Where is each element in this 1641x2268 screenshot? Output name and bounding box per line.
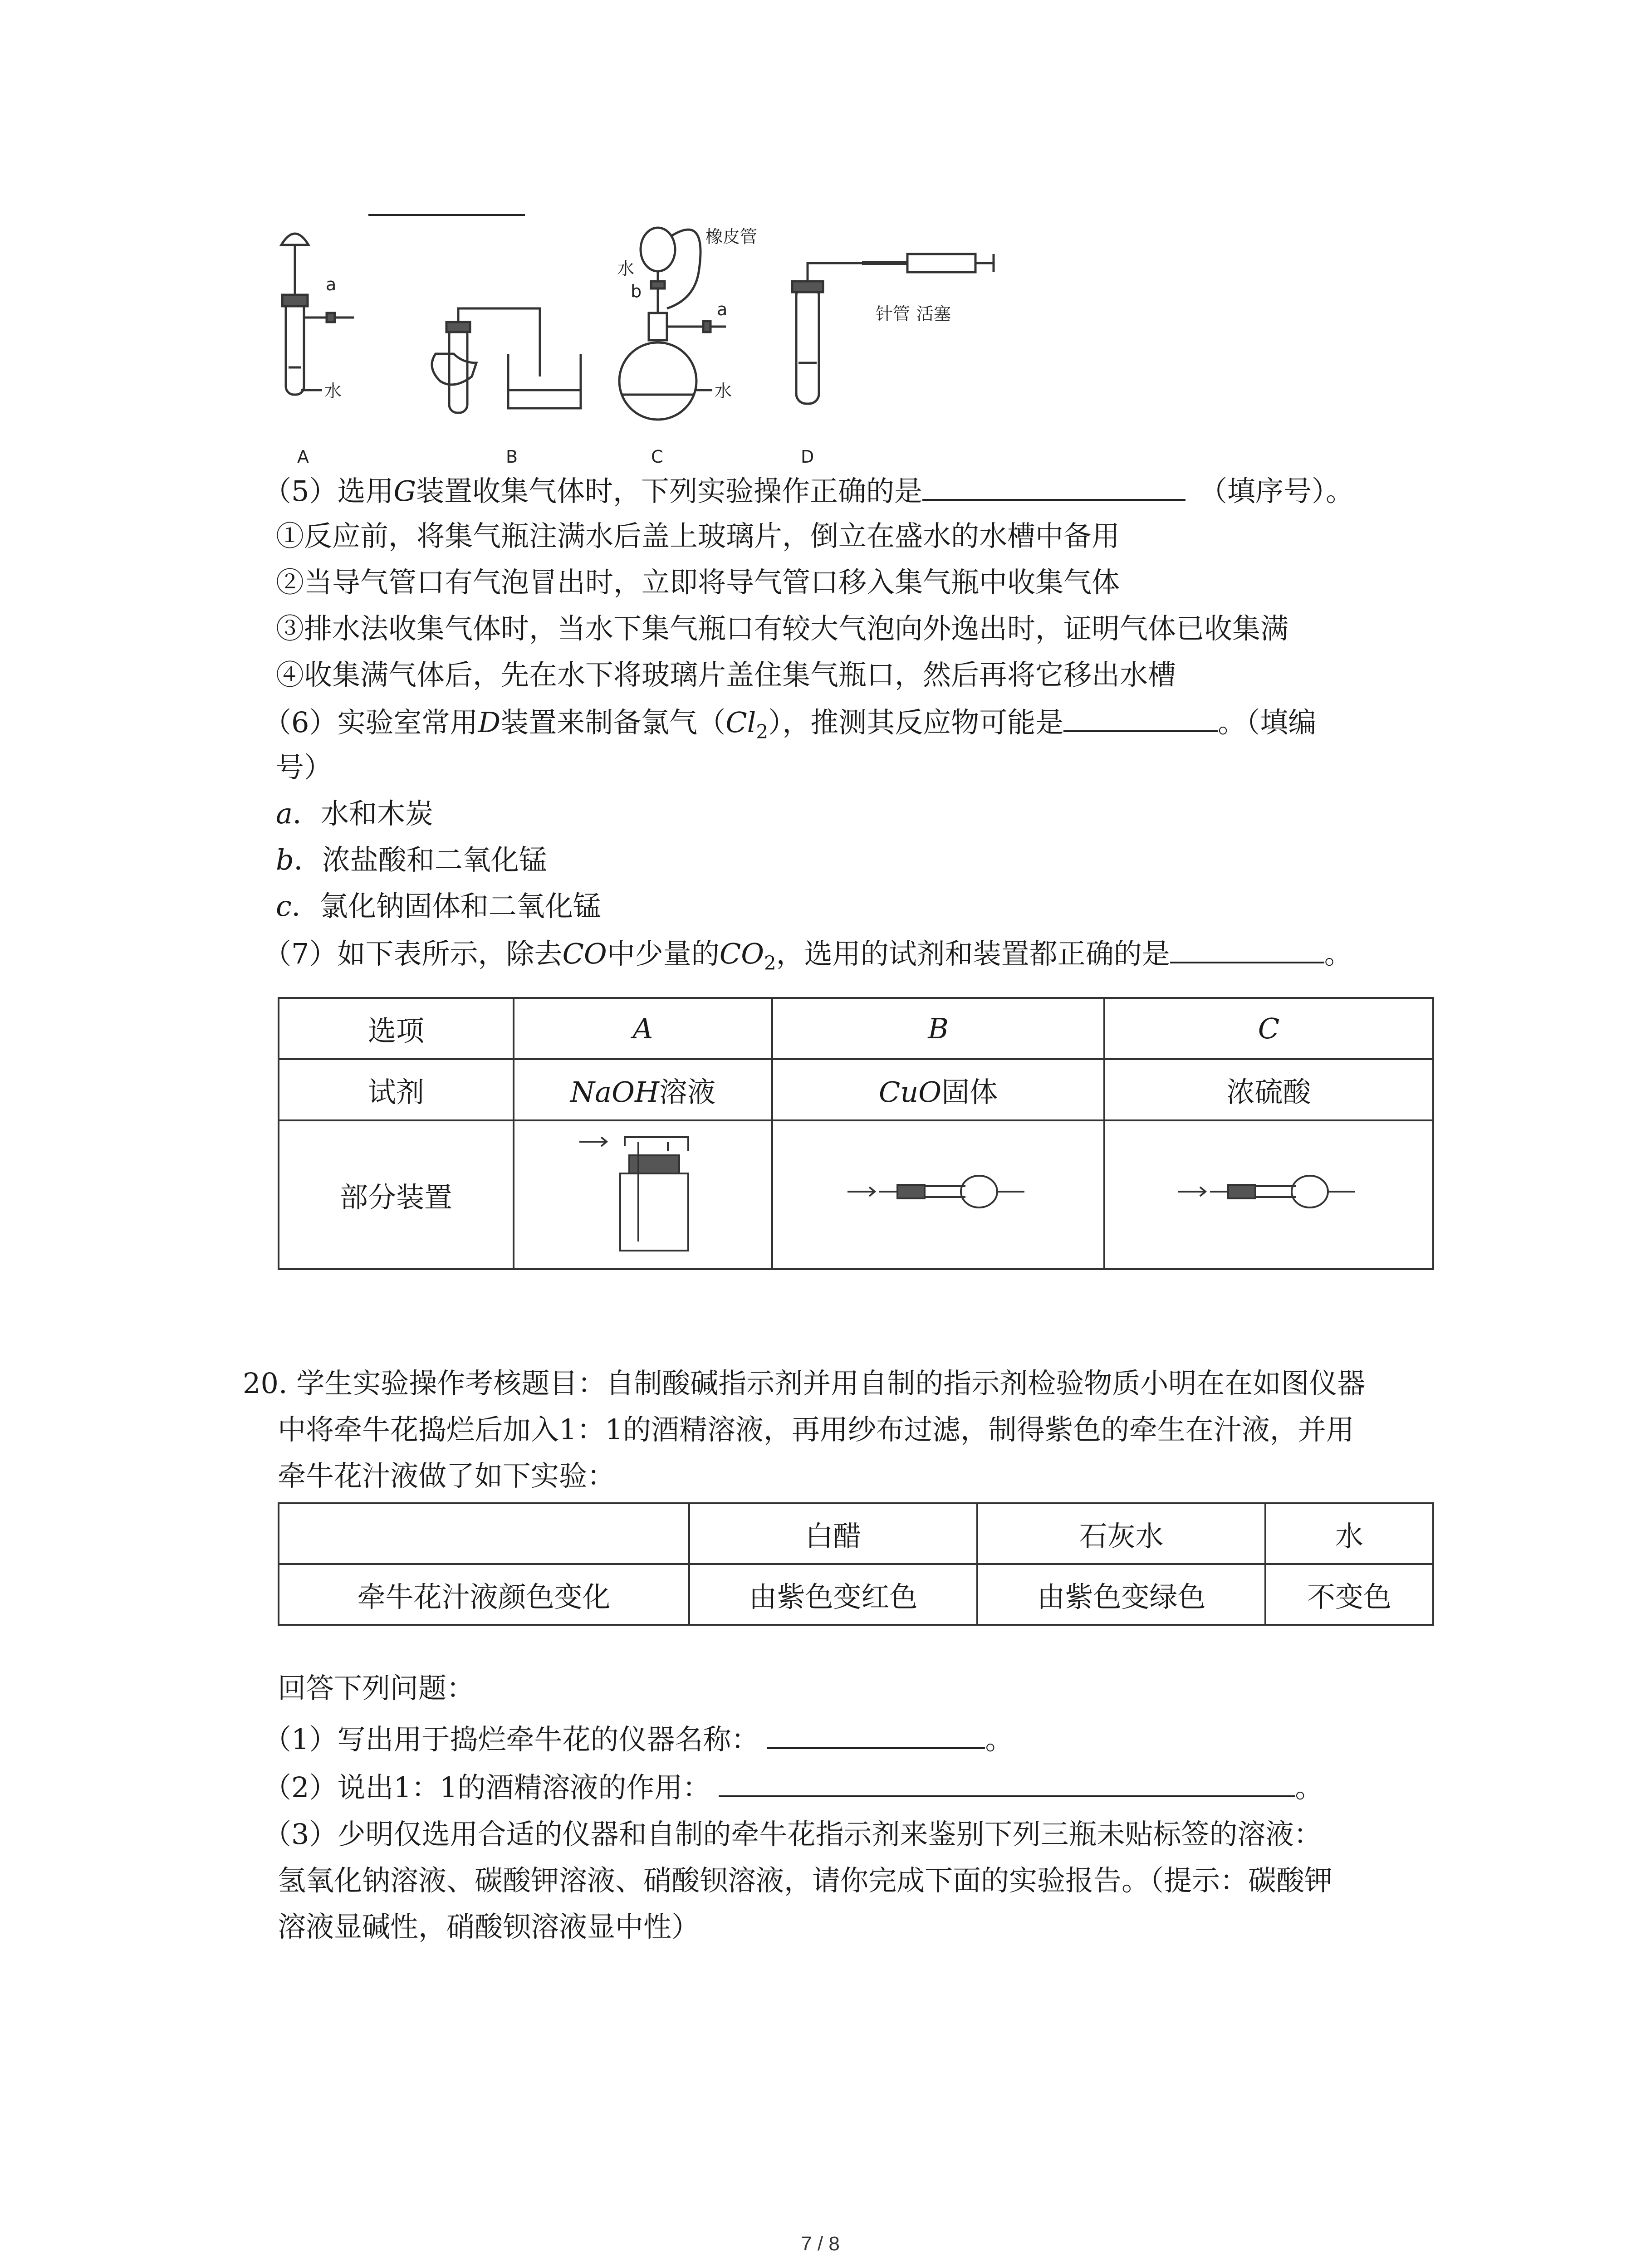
q5-item-1: ①反应前，将集气瓶注满水后盖上玻璃片，倒立在盛水的水槽中备用 (276, 519, 1120, 552)
label-d: D (801, 447, 814, 467)
annot-needle: 针管 (876, 304, 911, 324)
q7-device-a (514, 1120, 772, 1269)
q20-line-1: 20. 学生实验操作考核题目：自制酸碱指示剂并用自制的指示剂检验物质小明在在如图仪器 (243, 1367, 1366, 1400)
q7-header-option: 选项 (279, 998, 514, 1059)
apparatus-d (792, 254, 994, 404)
q20-sub-3-line-2: 氢氧化钠溶液、碳酸钾溶液、硝酸钡溶液，请你完成下面的实验报告。（提示：碳酸钾 (278, 1864, 1333, 1897)
q20-sub-2: （2）说出1：1的酒精溶液的作用： 。 (263, 1767, 1323, 1807)
q7-device-label: 部分装置 (279, 1120, 514, 1269)
q20-result-row (279, 1564, 1433, 1625)
apparatus-c (619, 228, 726, 420)
q7-device-row (279, 1120, 1433, 1269)
q6-option-c: c．氯化钠固体和二氧化锰 (276, 890, 601, 923)
apparatus-b (432, 308, 581, 413)
q20-sub-1: （1）写出用于捣烂牵牛花的仪器名称： 。 (263, 1719, 1013, 1759)
q20-line-2: 中将牵牛花捣烂后加入1：1的酒精溶液，再用纱布过滤，制得紫色的牵生在汁液，并用 (278, 1413, 1354, 1446)
annot-piston: 活塞 (916, 304, 951, 324)
q20-result-water: 不变色 (1265, 1564, 1433, 1625)
q7-answer-blank[interactable] (1170, 934, 1324, 963)
heated-tube-b-icon (843, 1164, 1034, 1219)
q5-item-2: ②当导气管口有气泡冒出时，立即将导气管口移入集气瓶中收集气体 (276, 566, 1120, 599)
annot-a-a: a (326, 274, 337, 294)
q6-answer-blank[interactable] (1063, 702, 1218, 732)
annot-a-c: a (717, 299, 728, 319)
top-answer-blank (368, 214, 525, 216)
q20-table (278, 1502, 1434, 1626)
q7-device-b (772, 1120, 1104, 1269)
q6-stem-cont: 号） (276, 751, 333, 784)
q7-reagent-b: CuO固体 (772, 1059, 1104, 1120)
label-a: A (297, 447, 309, 467)
q7-reagent-a: NaOH溶液 (514, 1059, 772, 1120)
q6-option-a: a．水和木炭 (276, 797, 433, 830)
q5-item-3: ③排水法收集气体时，当水下集气瓶口有较大气泡向外逸出时，证明气体已收集满 (276, 612, 1289, 645)
q20-header-limewater: 石灰水 (977, 1503, 1265, 1564)
q7-reagent-label: 试剂 (279, 1059, 514, 1120)
q20-result-limewater: 由紫色变绿色 (977, 1564, 1265, 1625)
q7-reagent-row (279, 1059, 1433, 1120)
gas-washing-bottle-icon (575, 1124, 711, 1260)
annot-rubber-tube: 橡皮管 (705, 227, 758, 247)
apparatus-a (281, 234, 354, 395)
q5-stem: （5）选用G装置收集气体时，下列实验操作正确的是 （填序号）。 (263, 471, 1354, 510)
q7-device-c (1104, 1120, 1433, 1269)
q7-header-row (279, 998, 1433, 1059)
q7-stem: （7）如下表所示，除去CO中少量的$CO_2$，选用的试剂和装置都正确的是 。 (263, 934, 1352, 982)
q7-reagent-c: 浓硫酸 (1104, 1059, 1433, 1120)
q20-header-empty (279, 1503, 689, 1564)
q20-line-3: 牵牛花汁液做了如下实验： (278, 1459, 616, 1492)
annot-water-a: 水 (324, 381, 342, 401)
q20-header-water: 水 (1265, 1503, 1433, 1564)
q7-header-b: B (772, 998, 1104, 1059)
page-number: 7 / 8 (801, 2233, 840, 2255)
q5-item-4: ④收集满气体后，先在水下将玻璃片盖住集气瓶口，然后再将它移出水槽 (276, 658, 1176, 691)
q20-header-row (279, 1503, 1433, 1564)
annot-water-c-left: 水 (617, 259, 635, 279)
q20-sub-3-line-3: 溶液显碱性，硝酸钡溶液显中性） (278, 1910, 700, 1943)
q7-header-c: C (1104, 998, 1433, 1059)
q6-option-b: b．浓盐酸和二氧化锰 (276, 843, 547, 876)
label-b: B (506, 447, 518, 467)
q20-header-vinegar: 白醋 (689, 1503, 977, 1564)
q7-header-a: A (514, 998, 772, 1059)
q5-answer-blank[interactable] (922, 471, 1185, 501)
heated-tube-c-icon (1174, 1164, 1364, 1219)
q20-answer-intro: 回答下列问题： (278, 1672, 475, 1705)
q20-sub-3-line-1: （3）少明仅选用合适的仪器和自制的牵牛花指示剂来鉴别下列三瓶未贴标签的溶液： (263, 1818, 1322, 1851)
q7-table (278, 997, 1434, 1270)
apparatus-figure (272, 218, 998, 472)
annot-water-c: 水 (715, 381, 732, 401)
q20-row-label: 牵牛花汁液颜色变化 (279, 1564, 689, 1625)
q20-sub1-blank[interactable] (767, 1719, 985, 1749)
annot-b-c: b (631, 281, 642, 301)
q20-sub2-blank[interactable] (719, 1767, 1295, 1797)
q20-result-vinegar: 由紫色变红色 (689, 1564, 977, 1625)
q6-stem: （6）实验室常用D装置来制备氯气$(Cl_2)$，推测其反应物可能是 。（填编 (263, 702, 1316, 751)
label-c: C (651, 447, 663, 467)
